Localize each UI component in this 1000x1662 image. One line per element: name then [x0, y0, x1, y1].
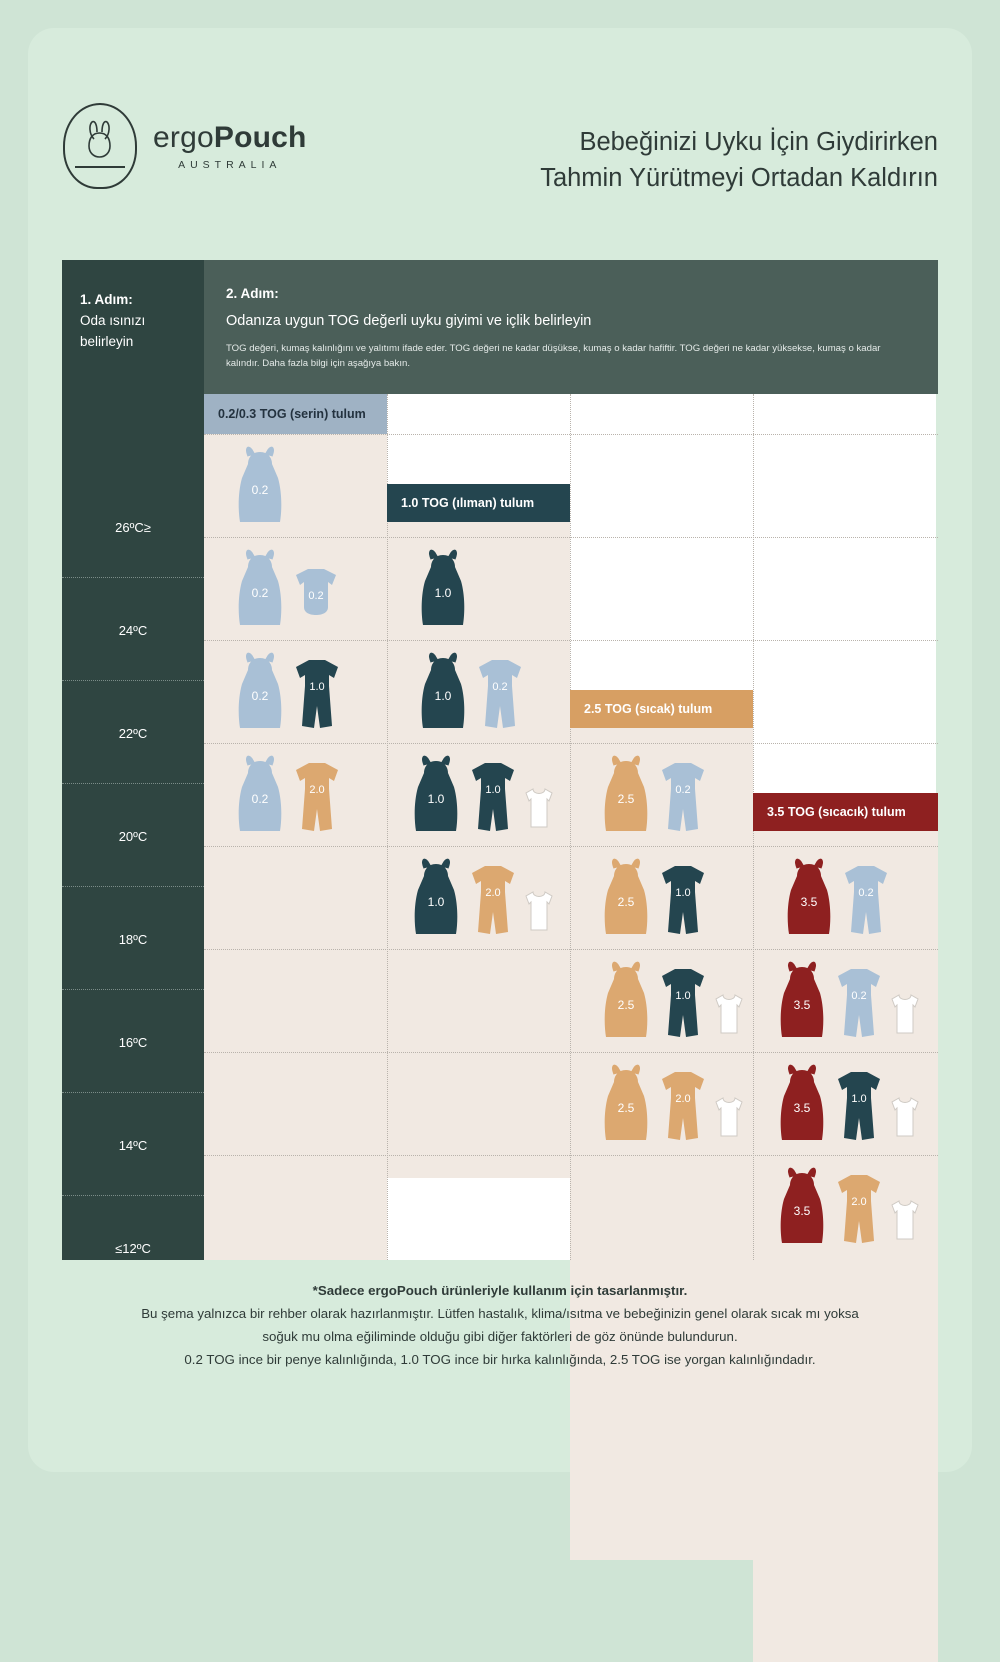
temp-sep-5: [62, 1092, 204, 1093]
singlet-icon: [890, 1094, 920, 1140]
cell-14-tog35: [776, 1062, 920, 1146]
step2-note: TOG değeri, kumaş kalınlığını ve yalıtımı ifade eder. TOG değeri ne kadar düşükse, kumaş o kadar hafiftir. TOG değeri ne kadar yüksekse, kumaş o kadar kalındır. Daha fazla bilgi için aşağıya bakın.: [226, 343, 881, 369]
header: [28, 28, 972, 238]
poster: [28, 28, 972, 1472]
step1-heading: [62, 260, 204, 353]
band-tog02[interactable]: 0.2/0.3 TOG (serin) tulum: [204, 394, 387, 434]
svg-text:3.5: 3.5: [800, 895, 818, 909]
singlet-icon: [714, 1094, 744, 1140]
temp-label-18: 18ºC: [118, 932, 148, 947]
svg-text:2.0: 2.0: [309, 784, 325, 796]
svg-text:3.5: 3.5: [793, 1101, 811, 1115]
band-tog35[interactable]: 3.5 TOG (sıcacık) tulum: [753, 793, 938, 831]
temp-label-16: 16ºC: [118, 1035, 148, 1050]
svg-text:1.0: 1.0: [675, 887, 691, 899]
sleepbag-icon: [600, 856, 652, 940]
footer: [28, 1280, 972, 1371]
logo: [63, 103, 307, 189]
temp-label-14: 14ºC: [118, 1138, 148, 1153]
svg-text:1.0: 1.0: [434, 586, 452, 600]
sleepbag-icon: [776, 959, 828, 1043]
svg-text:0.2: 0.2: [675, 784, 691, 796]
sleepbag-icon: [776, 1165, 828, 1249]
singlet-icon: [890, 991, 920, 1037]
sleepbag-icon: [234, 650, 286, 734]
sleepbag-icon: [410, 856, 462, 940]
svg-text:1.0: 1.0: [427, 895, 445, 909]
tog-chart: [62, 260, 938, 1260]
logo-text: [153, 121, 307, 171]
svg-text:0.2: 0.2: [251, 586, 269, 600]
grid-hline-3: [204, 743, 938, 744]
ergopouch-egg-icon: [63, 103, 137, 189]
step2-title: 2. Adım:: [226, 286, 279, 301]
onesie-icon: [658, 862, 708, 940]
svg-text:1.0: 1.0: [675, 990, 691, 1002]
svg-text:0.2: 0.2: [492, 681, 508, 693]
footer-line-4: 0.2 TOG ince bir penye kalınlığında, 1.0 TOG ince bir hırka kalınlığında, 2.5 TOG ise yorgan kalınlığındadır.: [184, 1351, 816, 1367]
sleepbag-icon: [234, 753, 286, 837]
cell-14-tog25: [600, 1062, 744, 1146]
step2-subtitle: Odanıza uygun TOG değerli uyku giyimi ve içlik belirleyin: [226, 313, 592, 329]
sleepbag-icon: [234, 547, 286, 631]
shortsuit-icon: [292, 563, 340, 623]
sleepbag-icon: [417, 650, 469, 734]
sleepbag-icon: [600, 753, 652, 837]
grid-hline-7: [204, 1155, 938, 1156]
temp-sep-6: [62, 1195, 204, 1196]
onesie-icon: [841, 862, 891, 940]
sleepbag-icon: [234, 444, 286, 528]
cell-18-tog10: [410, 856, 554, 940]
onesie-icon: [475, 656, 525, 734]
cell-20-tog25: [600, 753, 708, 837]
step1-title: 1. Adım:: [80, 292, 133, 307]
brand-country: AUSTRALIA: [178, 159, 282, 171]
grid-vline-1: [387, 394, 388, 1260]
singlet-icon: [524, 785, 554, 831]
svg-text:2.0: 2.0: [675, 1093, 691, 1105]
svg-text:1.0: 1.0: [434, 689, 452, 703]
onesie-icon: [658, 1068, 708, 1146]
svg-text:0.2: 0.2: [251, 792, 269, 806]
singlet-icon: [890, 1197, 920, 1243]
bunny-icon: [83, 119, 117, 165]
cell-16-tog35: [776, 959, 920, 1043]
cell-24-tog02: [234, 547, 340, 631]
temp-sep-1: [62, 680, 204, 681]
cell-20-tog02: [234, 753, 342, 837]
svg-text:2.5: 2.5: [617, 998, 635, 1012]
grid-hline-6: [204, 1052, 938, 1053]
sleepbag-icon: [783, 856, 835, 940]
onesie-icon: [834, 1171, 884, 1249]
temp-sep-0: [62, 577, 204, 578]
footer-line-3: soğuk mu olma eğiliminde olduğu gibi diğer faktörleri de göz önünde bulundurun.: [262, 1328, 738, 1344]
svg-text:1.0: 1.0: [427, 792, 445, 806]
temp-label-12: ≤12ºC: [115, 1241, 151, 1256]
temp-label-22: 22ºC: [118, 726, 148, 741]
onesie-icon: [468, 862, 518, 940]
temp-sep-4: [62, 989, 204, 990]
onesie-icon: [658, 965, 708, 1043]
step2-heading: [204, 260, 938, 394]
sleepbag-icon: [600, 959, 652, 1043]
onesie-icon: [468, 759, 518, 837]
step1-line2: belirleyin: [80, 333, 134, 349]
temp-label-24: 24ºC: [118, 623, 148, 638]
grid-hline-4: [204, 846, 938, 847]
svg-text:0.2: 0.2: [308, 590, 324, 602]
svg-text:0.2: 0.2: [251, 689, 269, 703]
logo-ground-line: [75, 166, 125, 168]
temp-label-26: 26ºC≥: [115, 520, 151, 535]
cell-12-tog35: [776, 1165, 920, 1249]
brand-name: ergoPouch: [153, 121, 307, 154]
sleepbag-icon: [417, 547, 469, 631]
onesie-icon: [834, 965, 884, 1043]
temp-sep-2: [62, 783, 204, 784]
cell-18-tog35: [783, 856, 891, 940]
grid-hline-5: [204, 949, 938, 950]
onesie-icon: [658, 759, 708, 837]
sleepbag-icon: [410, 753, 462, 837]
cell-26-tog02: [234, 444, 286, 528]
grid-hline-1: [204, 537, 938, 538]
cell-18-tog25: [600, 856, 708, 940]
temp-sep-3: [62, 886, 204, 887]
cell-24-tog10: [417, 547, 469, 631]
cell-22-tog02: [234, 650, 342, 734]
chart-grid: [204, 394, 938, 1260]
sleepbag-icon: [776, 1062, 828, 1146]
svg-text:2.5: 2.5: [617, 792, 635, 806]
cell-16-tog25: [600, 959, 744, 1043]
temp-label-20: 20ºC: [118, 829, 148, 844]
svg-text:0.2: 0.2: [858, 887, 874, 899]
svg-text:2.0: 2.0: [485, 887, 501, 899]
grid-vline-2: [570, 394, 571, 1260]
page-title: [318, 124, 938, 196]
grid-hline-2: [204, 640, 938, 641]
svg-text:1.0: 1.0: [309, 681, 325, 693]
page-title-line2: Tahmin Yürütmeyi Ortadan Kaldırın: [540, 164, 938, 193]
grid-hline-0: [204, 434, 938, 435]
singlet-icon: [714, 991, 744, 1037]
svg-text:0.2: 0.2: [851, 990, 867, 1002]
singlet-icon: [524, 888, 554, 934]
band-tog25[interactable]: 2.5 TOG (sıcak) tulum: [570, 690, 753, 728]
svg-text:3.5: 3.5: [793, 998, 811, 1012]
svg-text:3.5: 3.5: [793, 1204, 811, 1218]
svg-text:2.5: 2.5: [617, 895, 635, 909]
svg-text:2.5: 2.5: [617, 1101, 635, 1115]
svg-text:1.0: 1.0: [485, 784, 501, 796]
cell-20-tog10: [410, 753, 554, 837]
page-title-line1: Bebeğinizi Uyku İçin Giydirirken: [579, 128, 938, 156]
svg-text:2.0: 2.0: [851, 1196, 867, 1208]
onesie-icon: [292, 656, 342, 734]
svg-text:1.0: 1.0: [851, 1093, 867, 1105]
footer-line-2: Bu şema yalnızca bir rehber olarak hazırlanmıştır. Lütfen hastalık, klima/ısıtma ve bebeğinizin genel olarak sıcak mı yoksa: [141, 1305, 859, 1321]
sleepbag-icon: [600, 1062, 652, 1146]
band-tog10[interactable]: 1.0 TOG (ılıman) tulum: [387, 484, 570, 522]
cell-22-tog10: [417, 650, 525, 734]
step1-line1: Oda ısınızı: [80, 312, 146, 328]
onesie-icon: [834, 1068, 884, 1146]
svg-text:0.2: 0.2: [251, 483, 269, 497]
onesie-icon: [292, 759, 342, 837]
step1-column: [62, 260, 204, 1260]
footer-line-1: *Sadece ergoPouch ürünleriyle kullanım için tasarlanmıştır.: [312, 1283, 688, 1298]
